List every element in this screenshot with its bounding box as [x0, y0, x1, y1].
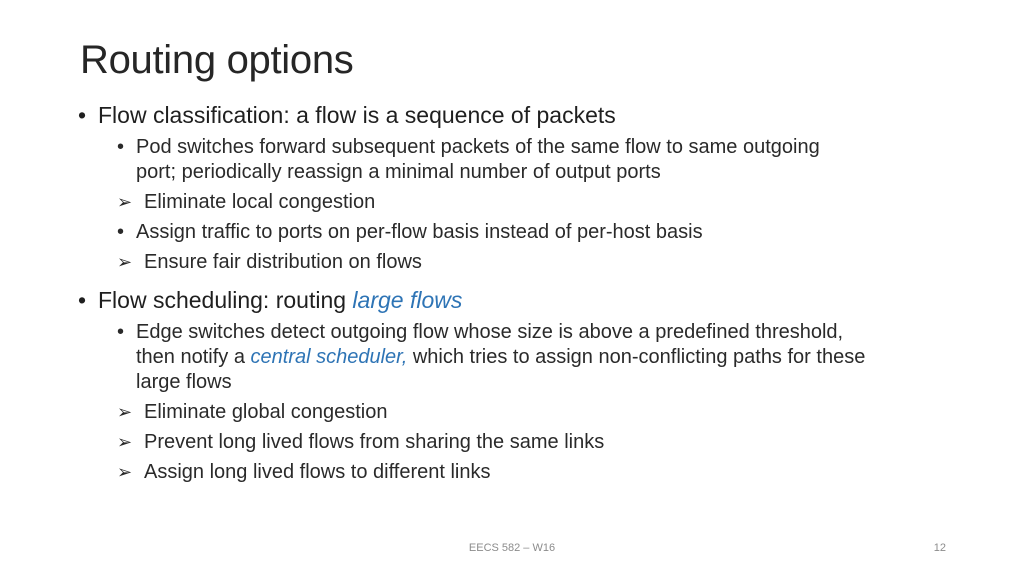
sub-bullet-text: Assign traffic to ports on per-flow basis instead of per-host basis [136, 221, 703, 243]
footer-course-label: EECS 582 – W16 [468, 542, 556, 554]
sub-bullet-text-line2-suffix: which tries to assign non-conflicting paths for these [407, 346, 866, 368]
sub-bullet-assign-traffic [72, 220, 972, 245]
arrow-item-prevent-sharing [72, 430, 972, 455]
arrow-bullet-icon: ➢ [117, 462, 133, 482]
page-number: 12 [933, 542, 946, 554]
arrow-bullet-icon: ➢ [117, 192, 133, 212]
arrow-item-text: Eliminate global congestion [144, 401, 388, 423]
sub-bullet-text: Pod switches forward subsequent packets of the same flow to same outgoing [136, 136, 820, 158]
bullet-text: Flow classification: a flow is a sequence of packets [98, 102, 616, 128]
emphasis-central-scheduler: central scheduler, [250, 346, 408, 368]
bullet-dot-icon: • [78, 287, 87, 313]
arrow-item-different-links [72, 460, 972, 485]
slide-body [72, 100, 972, 485]
arrow-item-local-congestion [72, 190, 972, 215]
arrow-bullet-icon: ➢ [117, 252, 133, 272]
arrow-item-fair-distribution [72, 250, 972, 275]
sub-bullet-text-line3: large flows [136, 371, 232, 393]
slide-title: Routing options [80, 38, 354, 82]
bullet-dot-icon: • [117, 321, 125, 343]
bullet-dot-icon: • [117, 221, 125, 243]
arrow-item-text: Prevent long lived flows from sharing the same links [144, 431, 605, 453]
arrow-bullet-icon: ➢ [117, 402, 133, 422]
arrow-bullet-icon: ➢ [117, 432, 133, 452]
sub-bullet-pod-switches [72, 135, 972, 185]
arrow-item-text: Ensure fair distribution on flows [144, 251, 422, 273]
bullet-dot-icon: • [78, 102, 87, 128]
arrow-item-text: Eliminate local congestion [144, 191, 376, 213]
sub-bullet-edge-switches [72, 320, 972, 395]
sub-bullet-text-line1: Edge switches detect outgoing flow whose size is above a predefined threshold, [136, 321, 844, 343]
bullet-text: Flow scheduling: routing [98, 287, 353, 313]
arrow-item-text: Assign long lived flows to different links [144, 461, 491, 483]
sub-bullet-text-cont: port; periodically reassign a minimal number of output ports [136, 161, 661, 183]
bullet-dot-icon: • [117, 136, 125, 158]
bullet-flow-scheduling [72, 285, 972, 315]
sub-bullet-text-line2-prefix: then notify a [136, 346, 251, 368]
arrow-item-global-congestion [72, 400, 972, 425]
bullet-flow-classification [72, 100, 972, 130]
emphasis-large-flows: large flows [352, 287, 463, 313]
